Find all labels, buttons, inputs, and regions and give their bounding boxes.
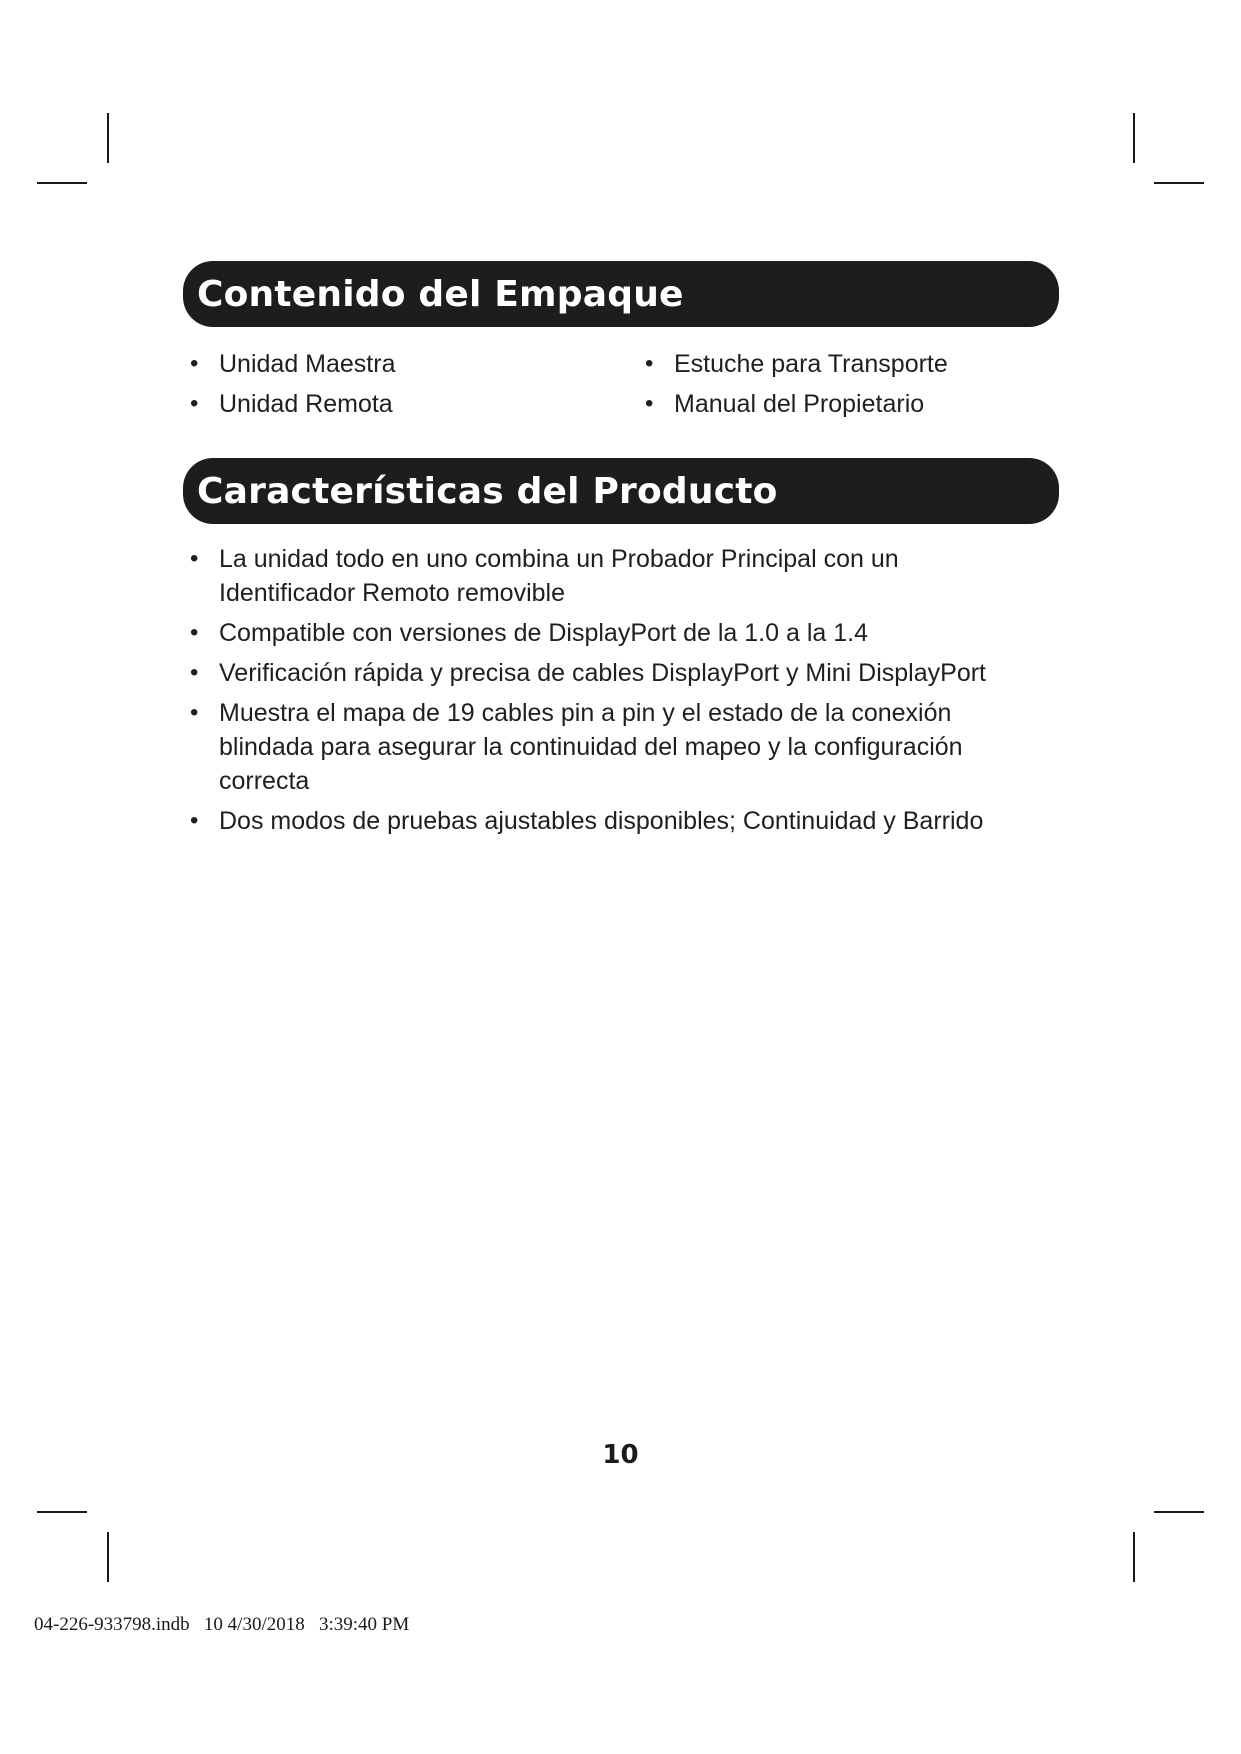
package-contents-list-right (641, 347, 1061, 427)
list-item: • Verificación rápida y precisa de cables DisplayPort y Mini DisplayPort (186, 656, 1026, 690)
package-contents-title: Contenido del Empaque (197, 273, 684, 315)
list-item: • Estuche para Transporte (641, 347, 1061, 381)
list-item: • Unidad Remota (186, 387, 606, 421)
list-item: • Muestra el mapa de 19 cables pin a pin y el estado de la conexión blindada para asegurar la continuidad del mapeo y la configuración correcta (186, 696, 1026, 798)
product-features-list (186, 542, 1026, 844)
crop-mark-bottom-left-vertical (107, 1532, 109, 1582)
list-item: • Manual del Propietario (641, 387, 1061, 421)
crop-mark-bottom-right-vertical (1133, 1532, 1135, 1582)
package-contents-list-left (186, 347, 606, 427)
package-contents-header (183, 261, 1059, 327)
crop-mark-bottom-left-horizontal (37, 1511, 87, 1513)
print-slug: 04-226-933798.indb 10 4/30/2018 3:39:40 PM (34, 1614, 410, 1635)
crop-mark-top-right-horizontal (1154, 182, 1204, 184)
crop-mark-top-left-horizontal (37, 182, 87, 184)
list-item: • Unidad Maestra (186, 347, 606, 381)
product-features-header (183, 458, 1059, 524)
product-features-title: Características del Producto (197, 470, 778, 512)
crop-mark-top-right-vertical (1133, 113, 1135, 163)
page-number: 10 (602, 1440, 639, 1470)
list-item: • Dos modos de pruebas ajustables disponibles; Continuidad y Barrido (186, 804, 1026, 838)
list-item: • Compatible con versiones de DisplayPort de la 1.0 a la 1.4 (186, 616, 1026, 650)
crop-mark-top-left-vertical (107, 113, 109, 163)
crop-mark-bottom-right-horizontal (1154, 1511, 1204, 1513)
list-item: • La unidad todo en uno combina un Probador Principal con un Identificador Remoto removible (186, 542, 1026, 610)
